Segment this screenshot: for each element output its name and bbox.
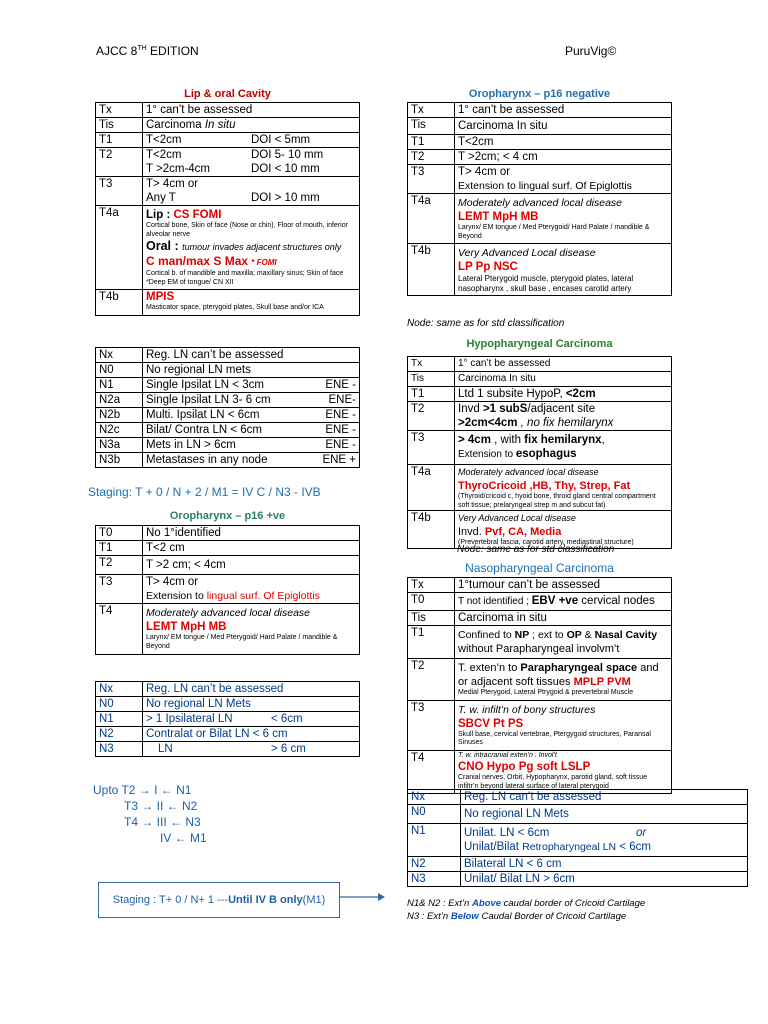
hypo-table <box>407 356 672 549</box>
table-row: Tx 1°tumour can’t be assessed <box>408 578 672 593</box>
oro-pos-table <box>95 525 360 655</box>
table-row: N1 > 1 Ipsilateral LN < 6cm <box>96 712 360 727</box>
table-row: T3 T> 4cm or Any T DOI > 10 mm <box>96 177 360 206</box>
table-row: T3 > 4cm , with fix hemilarynx, Extension to esophagus <box>408 431 672 465</box>
table-row: Nx Reg. LN can’t be assessed <box>96 682 360 697</box>
table-row: T4 T. w. intracranial exten’n . Invol’t CNO Hypo Pg soft LSLP Cranial nerves, Orbit, Hypopharynx, parotid gland, soft tissue infiltr’n beyond lateral surface of lateral pterygoid <box>408 750 672 794</box>
table-row: N1 Single Ipsilat LN < 3cm ENE - <box>96 378 360 393</box>
staging-box: Staging : T+ 0 / N+ 1 --- Until IV B only (M1) <box>98 882 340 918</box>
table-row: T4a Lip : CS FOMI Cortical bone, Skin of face (Nose or chin), Floor of mouth, inferior alveolar nerve Oral : tumour invades adjacent structures only C man/max S Max * FOMI Cortical b. of mandible and maxilla; maxillary sinus; Skin of face *Deep EM of tongue/ CN XII <box>96 206 360 290</box>
lip-table <box>95 102 360 316</box>
table-row: T3 T. w. infilt’n of bony structures SBCV Pt PS Skull base, cervical vertebrae, Ptergygoid structures, Paransal Sinuses <box>408 700 672 750</box>
naso-footnote-2: N3 : Ext’n Below Caudal Border of Cricoid Cartilage <box>407 911 627 922</box>
naso-nodes-table <box>407 789 748 887</box>
table-row: N0 No regional LN mets <box>96 363 360 378</box>
hypo-note: Node: same as for std classification <box>457 544 615 555</box>
table-row: Tis Carcinoma in situ <box>408 611 672 626</box>
naso-title: Nasopharyngeal Carcinoma <box>465 561 614 575</box>
table-row: T0 T not identified ; EBV +ve cervical nodes <box>408 593 672 611</box>
table-row: Nx Reg. LN can’t be assessed <box>408 790 748 805</box>
table-row: T2 T >2cm; < 4 cm <box>408 150 672 165</box>
table-row: Tis Carcinoma In situ <box>408 118 672 135</box>
hypo-title: Hypopharyngeal Carcinoma <box>466 338 613 350</box>
table-row: T1 Confined to NP ; ext to OP & Nasal Cavity without Parapharyngeal involvm’t <box>408 626 672 659</box>
table-row: N0 No regional LN Mets <box>408 805 748 824</box>
header-edition: AJCC 8TH EDITION <box>96 44 199 58</box>
table-row: T4b Very Advanced Local disease Invd. Pvf, CA, Media (Prevertebral fascia, carotid artery, mediastinal structure) <box>408 511 672 549</box>
table-row: T0 No 1°identified <box>96 526 360 541</box>
table-row: N2a Single Ipsilat LN 3- 6 cm ENE- <box>96 393 360 408</box>
table-row: Tx 1° can’t be assessed <box>408 103 672 118</box>
table-row: T2 T >2 cm; < 4cm <box>96 556 360 575</box>
table-row: T1 T<2cm <box>408 135 672 150</box>
table-row: N3b Metastases in any node ENE + <box>96 453 360 468</box>
table-row: Tis Carcinoma In situ <box>96 118 360 133</box>
table-row: T3 T> 4cm or Extension to lingual surf. Of Epiglottis <box>96 575 360 604</box>
naso-footnote-1: N1& N2 : Ext’n Above caudal border of Cricoid Cartilage <box>407 898 646 909</box>
nodes-table <box>95 347 360 468</box>
staging-line: Staging: T + 0 / N + 2 / M1 = IV C / N3 - IVB <box>88 485 321 499</box>
header-author: PuruVig© <box>565 44 617 58</box>
table-row: T4b MPIS Masticator space, pterygoid plates, Skull base and/or ICA <box>96 290 360 316</box>
table-row: T4 Moderately advanced local disease LEMT MpH MB Larynx/ EM tongue / Med Pterygoid/ Hard Palate / mandible & Beyond <box>96 604 360 655</box>
table-row: T4a Moderately advanced local disease ThyroCricoid ,HB, Thy, Strep, Fat (Thyroid/cricoid c, hyoid bone, throid gland central compartment soft tissue; prelaryngeal strep m and subcut fat) <box>408 465 672 511</box>
table-row: N3 LN > 6 cm <box>96 742 360 757</box>
oro-pos-nodes-table <box>95 681 360 757</box>
table-row: T1 Ltd 1 subsite HypoP, <2cm <box>408 387 672 402</box>
arrow-right-icon <box>340 890 386 904</box>
table-row: Tis Carcinoma In situ <box>408 372 672 387</box>
table-row: T3 T> 4cm or Extension to lingual surf. Of Epiglottis <box>408 165 672 194</box>
table-row: T2 T<2cm DOI 5- 10 mm T >2cm-4cm DOI < 10 mm <box>96 148 360 177</box>
table-row: N3a Mets in LN > 6cm ENE - <box>96 438 360 453</box>
table-row: T2 Invd >1 subS/adjacent site >2cm<4cm , no fix hemilarynx <box>408 402 672 431</box>
oro-neg-title: Oropharynx – p16 negative <box>468 88 611 100</box>
table-row: T2 T. exten’n to Parapharyngeal space and or adjacent soft tissues MPLP PVM Medial Pterygoid, Lateral Ptrygoid & prevertebral Muscle <box>408 659 672 701</box>
table-row: Tx 1° can’t be assessed <box>96 103 360 118</box>
oro-neg-note: Node: same as for std classification <box>407 318 565 329</box>
table-row: N2 Bilateral LN < 6 cm <box>408 857 748 872</box>
table-row: T4b Very Advanced Local disease LP Pp NSC Lateral Pterygoid muscle, pterygoid plates, lateral nasopharynx , skull base , encases carotid artery <box>408 244 672 296</box>
table-row: N1 Unilat. LN < 6cm or Unilat/Bilat Retropharyngeal LN < 6cm <box>408 824 748 857</box>
upto-block: Upto T2 → I ← N1 T3 → II ← N2 T4 → III ← N3 IV ← M1 <box>93 783 207 845</box>
oro-neg-table <box>407 102 672 296</box>
oro-pos-title: Oropharynx – p16 +ve <box>169 510 286 522</box>
table-row: N2c Bilat/ Contra LN < 6cm ENE - <box>96 423 360 438</box>
table-row: N3 Unilat/ Bilat LN > 6cm <box>408 872 748 887</box>
table-row: N0 No regional LN Mets <box>96 697 360 712</box>
table-row: N2b Multi. Ipsilat LN < 6cm ENE - <box>96 408 360 423</box>
table-row: T4a Moderately advanced local disease LEMT MpH MB Larynx/ EM tongue / Med Pterygoid/ Hard Palate / mandible & Beyond <box>408 194 672 244</box>
table-row: Nx Reg. LN can’t be assessed <box>96 348 360 363</box>
table-row: N2 Contralat or Bilat LN < 6 cm <box>96 727 360 742</box>
table-row: T1 T<2 cm <box>96 541 360 556</box>
table-row: Tx 1° can’t be assessed <box>408 357 672 372</box>
lip-title: Lip & oral Cavity <box>184 88 271 100</box>
table-row: T1 T<2cm DOI < 5mm <box>96 133 360 148</box>
naso-table <box>407 577 672 794</box>
